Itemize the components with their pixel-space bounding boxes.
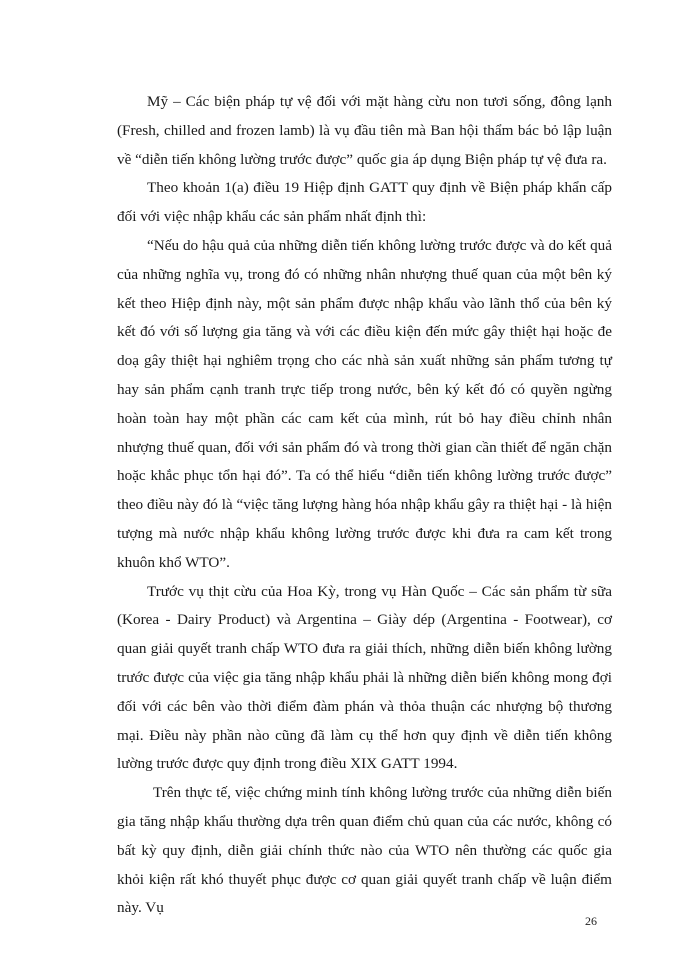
paragraph-in-practice: Trên thực tế, việc chứng minh tính không lường trước của những diễn biến gia tăng nhập khẩu thường dựa trên quan điểm chủ quan của các nước, không có bất kỳ quy định, diễn giải chính thức nào của WTO nên thường các quốc gia khỏi kiện rất khó thuyết phục được cơ quan giải quyết tranh chấp về luận điểm này. Vụ	[117, 784, 612, 917]
paragraph-gatt-article: Theo khoản 1(a) điều 19 Hiệp định GATT quy định về Biện pháp khẩn cấp đối với việc nhập khẩu các sản phẩm nhất định thì:	[117, 179, 612, 226]
body-text	[117, 88, 612, 923]
paragraph-lamb-case: Mỹ – Các biện pháp tự vệ đối với mặt hàng cừu non tươi sống, đông lạnh (Fresh, chilled and frozen lamb) là vụ đầu tiên mà Ban hội thẩm bác bỏ lập luận về “diễn tiến không lường trước được” quốc gia áp dụng Biện pháp tự vệ đưa ra.	[117, 93, 612, 168]
paragraph-gatt-quote: “Nếu do hậu quả của những diễn tiến không lường trước được và do kết quả của những nghĩa vụ, trong đó có những nhân nhượng thuế quan của một bên ký kết theo Hiệp định này, một sản phẩm được nhập khẩu vào lãnh thổ của bên ký kết đó với số lượng gia tăng và với các điều kiện đến mức gây thiệt hại hoặc đe doạ gây thiệt hại nghiêm trọng cho các nhà sản xuất những sản phẩm tương tự hay sản phẩm cạnh tranh trực tiếp trong nước, bên ký kết đó có quyền ngừng hoàn toàn hay một phần các cam kết của mình, rút bỏ hay điều chỉnh nhân nhượng thuế quan, đối với sản phẩm đó và trong thời gian cần thiết để ngăn chặn hoặc khắc phục tổn hại đó”. Ta có thể hiểu “diễn tiến không lường trước được” theo điều này đó là “việc tăng lượng hàng hóa nhập khẩu gây ra thiệt hại - là hiện tượng mà nước nhập khẩu không lường trước được khi đưa ra cam kết trong khuôn khổ WTO”.	[117, 236, 612, 571]
page-number: 26	[585, 914, 597, 928]
paragraph-prior-cases: Trước vụ thịt cừu của Hoa Kỳ, trong vụ Hàn Quốc – Các sản phẩm từ sữa (Korea - Dairy Product) và Argentina – Giày dép (Argentina - Footwear), cơ quan giải quyết tranh chấp WTO đưa ra giải thích, những diễn biến không lường trước được của việc gia tăng nhập khẩu phải là những diễn biến không mong đợi đối với các bên vào thời điểm đàm phán và thỏa thuận các nhượng bộ thương mại. Điều này phần nào cũng đã làm cụ thể hơn quy định về diễn tiến không lường trước được quy định trong điều XIX GATT 1994.	[117, 582, 612, 773]
